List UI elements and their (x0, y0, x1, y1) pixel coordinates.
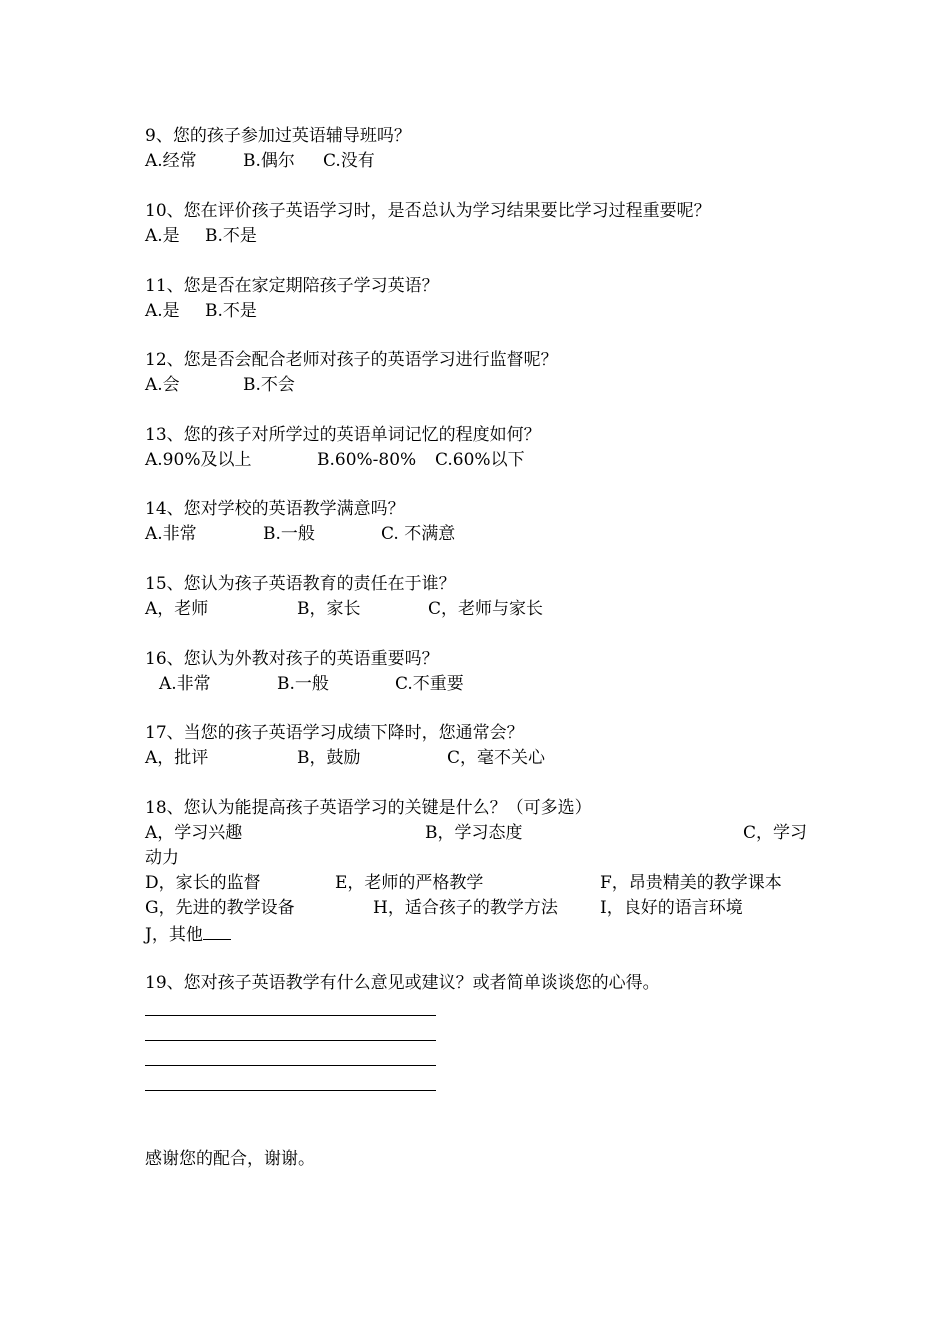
question-14-options (145, 524, 845, 544)
option-b: B，家长 (297, 599, 361, 619)
option-a: A.非常 (145, 524, 197, 544)
option-a: A，老师 (145, 599, 209, 619)
option-b: B.不是 (205, 226, 257, 246)
question-18-options-row2 (145, 873, 810, 893)
question-15: 15、您认为孩子英语教育的责任在于谁？ (145, 574, 456, 594)
option-c: C.60%以下 (435, 450, 525, 470)
question-12: 12、您是否会配合老师对孩子的英语学习进行监督呢？ (145, 350, 558, 370)
option-c: C，学习 (743, 823, 808, 843)
option-b: B.偶尔 (243, 151, 295, 171)
question-16: 16、您认为外教对孩子的英语重要吗？ (145, 649, 439, 669)
option-b: B，学习态度 (425, 823, 523, 843)
option-d: D，家长的监督 (145, 873, 261, 893)
question-9-options (145, 151, 845, 171)
answer-line-4[interactable] (145, 1090, 436, 1091)
option-g: G，先进的教学设备 (145, 898, 295, 918)
option-i: I，良好的语言环境 (600, 898, 743, 918)
question-18-options-row4 (145, 923, 231, 945)
question-10-options (145, 226, 845, 246)
option-c: C. 不满意 (381, 524, 456, 544)
option-b: B.一般 (277, 674, 329, 694)
option-f: F，昂贵精美的教学课本 (600, 873, 782, 893)
question-11: 11、您是否在家定期陪孩子学习英语？ (145, 276, 439, 296)
option-b: B.不是 (205, 301, 257, 321)
closing-thanks: 感谢您的配合，谢谢。 (145, 1149, 315, 1169)
option-b: B，鼓励 (297, 748, 361, 768)
option-b: B.60%-80% (317, 450, 417, 470)
fill-in-blank[interactable] (203, 923, 231, 940)
option-b: B.一般 (263, 524, 315, 544)
question-18: 18、您认为能提高孩子英语学习的关键是什么？（可多选） (145, 798, 592, 818)
question-16-options (145, 674, 845, 694)
option-c: C，老师与家长 (428, 599, 544, 619)
option-c: C.不重要 (395, 674, 464, 694)
question-13-options (145, 450, 845, 470)
question-9: 9、您的孩子参加过英语辅导班吗？ (145, 126, 411, 146)
option-a: A.经常 (145, 151, 197, 171)
option-b: B.不会 (243, 375, 295, 395)
answer-line-2[interactable] (145, 1040, 436, 1041)
question-17: 17、当您的孩子英语学习成绩下降时，您通常会？ (145, 723, 524, 743)
question-17-options (145, 748, 845, 768)
question-10: 10、您在评价孩子英语学习时，是否总认为学习结果要比学习过程重要呢？ (145, 201, 711, 221)
answer-line-1[interactable] (145, 1015, 436, 1016)
question-12-options (145, 375, 845, 395)
option-c: C.没有 (323, 151, 375, 171)
option-a: A，学习兴趣 (145, 823, 243, 843)
option-c-continued: 动力 (145, 848, 179, 868)
option-h: H，适合孩子的教学方法 (373, 898, 558, 918)
option-a: A.会 (145, 375, 180, 395)
option-c: C，毫不关心 (447, 748, 546, 768)
question-15-options (145, 599, 845, 619)
question-18-options-row3 (145, 898, 810, 918)
option-a: A.90%及以上 (145, 450, 252, 470)
question-11-options (145, 301, 845, 321)
option-a: A.是 (145, 226, 180, 246)
question-13: 13、您的孩子对所学过的英语单词记忆的程度如何？ (145, 425, 541, 445)
option-e: E，老师的严格教学 (335, 873, 484, 893)
question-19: 19、您对孩子英语教学有什么意见或建议？或者简单谈谈您的心得。 (145, 973, 660, 993)
answer-line-3[interactable] (145, 1065, 436, 1066)
option-j: J，其他 (145, 925, 203, 945)
option-a: A，批评 (145, 748, 209, 768)
option-a: A.非常 (159, 674, 211, 694)
option-a: A.是 (145, 301, 180, 321)
question-18-options-row1 (145, 823, 810, 843)
question-14: 14、您对学校的英语教学满意吗？ (145, 499, 405, 519)
